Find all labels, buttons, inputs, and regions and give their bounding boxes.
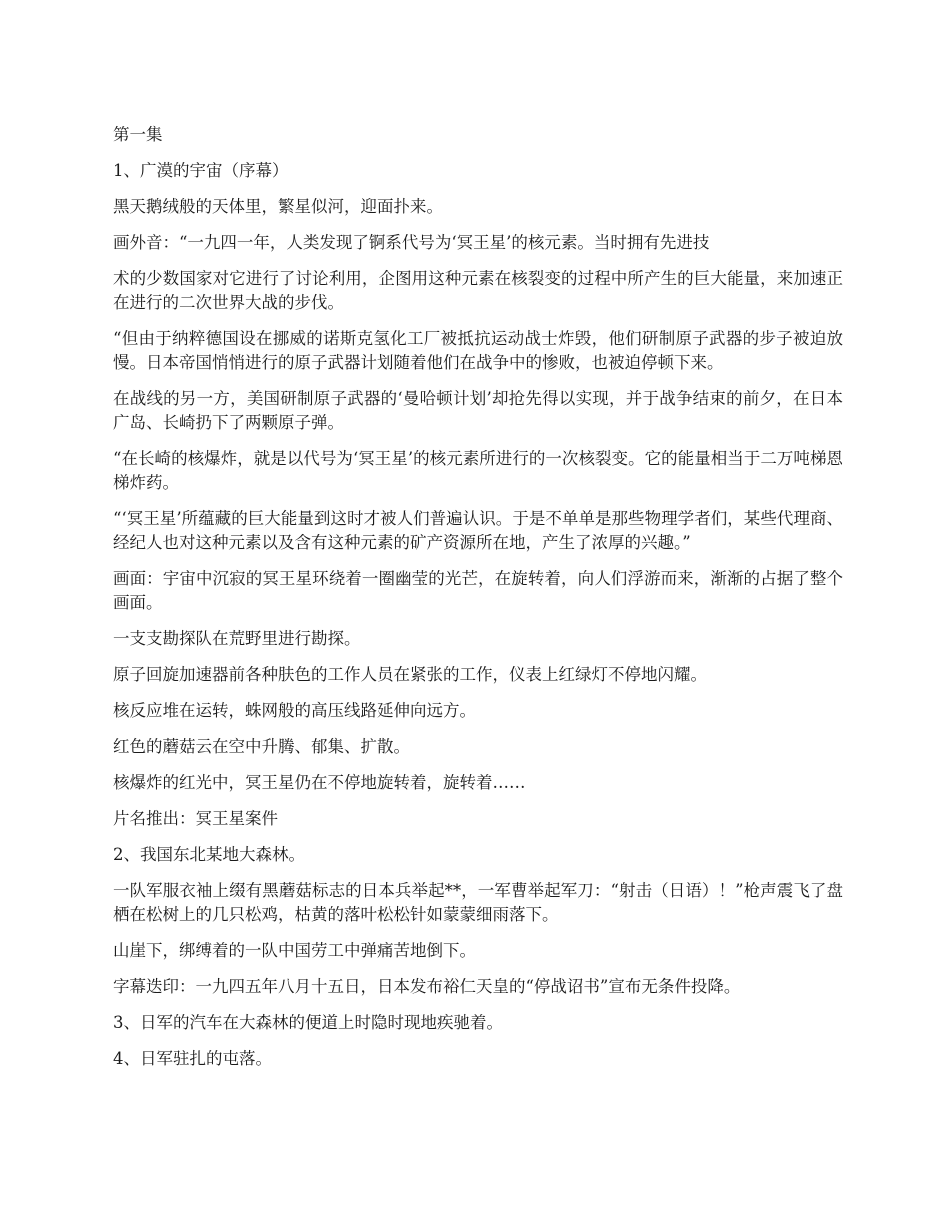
paragraph: 画面：宇宙中沉寂的冥王星环绕着一圈幽莹的光芒，在旋转着，向人们浮游而来，渐渐的占据了整个画面。 xyxy=(113,569,843,612)
paragraph: 术的少数国家对它进行了讨论利用，企图用这种元素在核裂变的过程中所产生的巨大能量，来加速正在进行的二次世界大战的步伐。 xyxy=(113,269,843,312)
paragraph: 一支支勘探队在荒野里进行勘探。 xyxy=(113,629,361,648)
document-body xyxy=(113,123,843,1083)
paragraph: 山崖下，绑缚着的一队中国劳工中弹痛苦地倒下。 xyxy=(113,941,476,960)
paragraph: “在长崎的核爆炸，就是以代号为‘冥王星’的核元素所进行的一次核裂变。它的能量相当于二万吨梯恩梯炸药。 xyxy=(113,449,843,492)
paragraph: 一队军服衣袖上缀有黑蘑菇标志的日本兵举起**，一军曹举起军刀：“射击（日语）！”枪声震飞了盘栖在松树上的几只松鸡，枯黄的落叶松松针如蒙蒙细雨落下。 xyxy=(113,881,843,924)
scene-heading: 3、日军的汽车在大森林的便道上时隐时现地疾驰着。 xyxy=(113,1013,503,1032)
paragraph: “但由于纳粹德国设在挪威的诺斯克氢化工厂被抵抗运动战士炸毁，他们研制原子武器的步子被迫放慢。日本帝国悄悄进行的原子武器计划随着他们在战争中的惨败，也被迫停顿下来。 xyxy=(113,329,843,372)
title-card: 片名推出：冥王星案件 xyxy=(113,809,278,828)
paragraph: 画外音：“一九四一年，人类发现了锕系代号为‘冥王星’的核元素。当时拥有先进技 xyxy=(113,233,710,252)
paragraph: 红色的蘑菇云在空中升腾、郁集、扩散。 xyxy=(113,737,410,756)
scene-heading: 1、广漠的宇宙（序幕） xyxy=(113,161,289,180)
paragraph: 核爆炸的红光中，冥王星仍在不停地旋转着，旋转着…… xyxy=(113,773,526,792)
scene-heading: 2、我国东北某地大森林。 xyxy=(113,845,305,864)
paragraph: 字幕迭印：一九四五年八月十五日，日本发布裕仁天皇的“停战诏书”宣布无条件投降。 xyxy=(113,977,741,996)
paragraph: 原子回旋加速器前各种肤色的工作人员在紧张的工作，仪表上红绿灯不停地闪耀。 xyxy=(113,665,707,684)
paragraph: “‘冥王星’所蕴藏的巨大能量到这时才被人们普遍认识。于是不单单是那些物理学者们，某些代理商、经纪人也对这种元素以及含有这种元素的矿产资源所在地，产生了浓厚的兴趣。” xyxy=(113,509,843,552)
paragraph: 在战线的另一方，美国研制原子武器的‘曼哈顿计划’却抢先得以实现，并于战争结束的前夕，在日本广岛、长崎扔下了两颗原子弹。 xyxy=(113,389,843,432)
paragraph: 核反应堆在运转，蛛网般的高压线路延伸向远方。 xyxy=(113,701,476,720)
paragraph: 黑天鹅绒般的天体里，繁星似河，迎面扑来。 xyxy=(113,197,443,216)
scene-heading: 4、日军驻扎的屯落。 xyxy=(113,1049,272,1068)
heading-episode: 第一集 xyxy=(113,125,163,144)
